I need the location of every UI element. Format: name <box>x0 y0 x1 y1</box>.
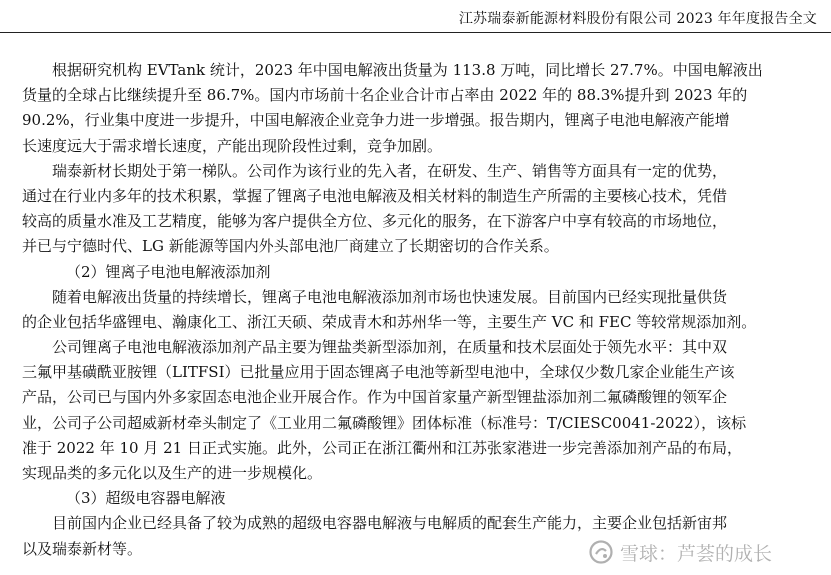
section-heading-additives: （2）锂离子电池电解液添加剂 <box>66 262 271 281</box>
paragraph-line: 目前国内企业已经具备了较为成熟的超级电容器电解液与电解质的配套生产能力，主要企业包括新宙邦 <box>52 514 728 533</box>
watermark <box>588 536 772 568</box>
header-divider <box>0 32 831 33</box>
paragraph-line: 瑞泰新材长期处于第一梯队。公司作为该行业的先入者，在研发、生产、销售等方面具有一定的优势， <box>52 161 728 180</box>
paragraph-line: 以及瑞泰新材等。 <box>22 539 143 558</box>
page-header <box>0 0 831 34</box>
paragraph-line: 准于 2022 年 10 月 21 日正式实施。此外，公司正在浙江衢州和江苏张家港进一步完善添加剂产品的布局， <box>22 438 742 457</box>
paragraph-line: 根据研究机构 EVTank 统计，2023 年中国电解液出货量为 113.8 万吨，同比增长 27.7%。中国电解液出 <box>52 61 763 79</box>
paragraph-line: 产品，公司已与国内外多家固态电池企业开展合作。作为中国首家量产新型锂盐添加剂二氟磷酸锂的领军企 <box>22 388 728 407</box>
paragraph-line: 三氟甲基磺酰亚胺锂（LITFSI）已批量应用于固态锂离子电池等新型电池中，全球仅少数几家企业能生产该 <box>22 363 735 382</box>
paragraph-line: 通过在行业内多年的技术积累，掌握了锂离子电池电解液及相关材料的制造生产所需的主要核心技术，凭借 <box>22 186 728 205</box>
snowball-logo-icon <box>588 539 614 565</box>
report-body <box>22 58 814 562</box>
paragraph-line: 公司锂离子电池电解液添加剂产品主要为锂盐类新型添加剂，在质量和技术层面处于领先水平：其中双 <box>52 338 728 357</box>
paragraph-line: 业，公司子公司超威新材牵头制定了《工业用二氟磷酸锂》团体标准（标准号：T/CIESC0041-2022），该标 <box>22 413 747 432</box>
paragraph-line: 实现品类的多元化以及生产的进一步规模化。 <box>22 464 323 482</box>
report-title: 江苏瑞泰新能源材料股份有限公司 2023 年年度报告全文 <box>458 11 817 27</box>
watermark-text: 雪球：芦荟的成长 <box>620 542 773 565</box>
paragraph-line: 随着电解液出货量的持续增长，锂离子电池电解液添加剂市场也快速发展。目前国内已经实现批量供货 <box>52 287 728 306</box>
paragraph-line: 货量的全球占比继续提升至 86.7%。国内市场前十名企业合计市占率由 2022 年的 88.3%提升到 2023 年的 <box>22 86 748 105</box>
paragraph-line: 并已与宁德时代、LG 新能源等国内外头部电池厂商建立了长期密切的合作关系。 <box>22 237 559 256</box>
paragraph-line: 较高的质量水准及工艺精度，能够为客户提供全方位、多元化的服务，在下游客户中享有较高的市场地位， <box>22 212 728 231</box>
paragraph-line: 的企业包括华盛锂电、瀚康化工、浙江天硕、荣成青木和苏州华一等，主要生产 VC 和 FEC 等较常规添加剂。 <box>22 312 757 331</box>
paragraph-line: 90.2%，行业集中度进一步提升，中国电解液企业竞争力进一步增强。报告期内，锂离子电池电解液产能增 <box>22 111 730 130</box>
section-heading-supercapacitor: （3）超级电容器电解液 <box>66 489 226 508</box>
paragraph-line: 长速度远大于需求增长速度，产能出现阶段性过剩，竞争加剧。 <box>22 136 443 155</box>
